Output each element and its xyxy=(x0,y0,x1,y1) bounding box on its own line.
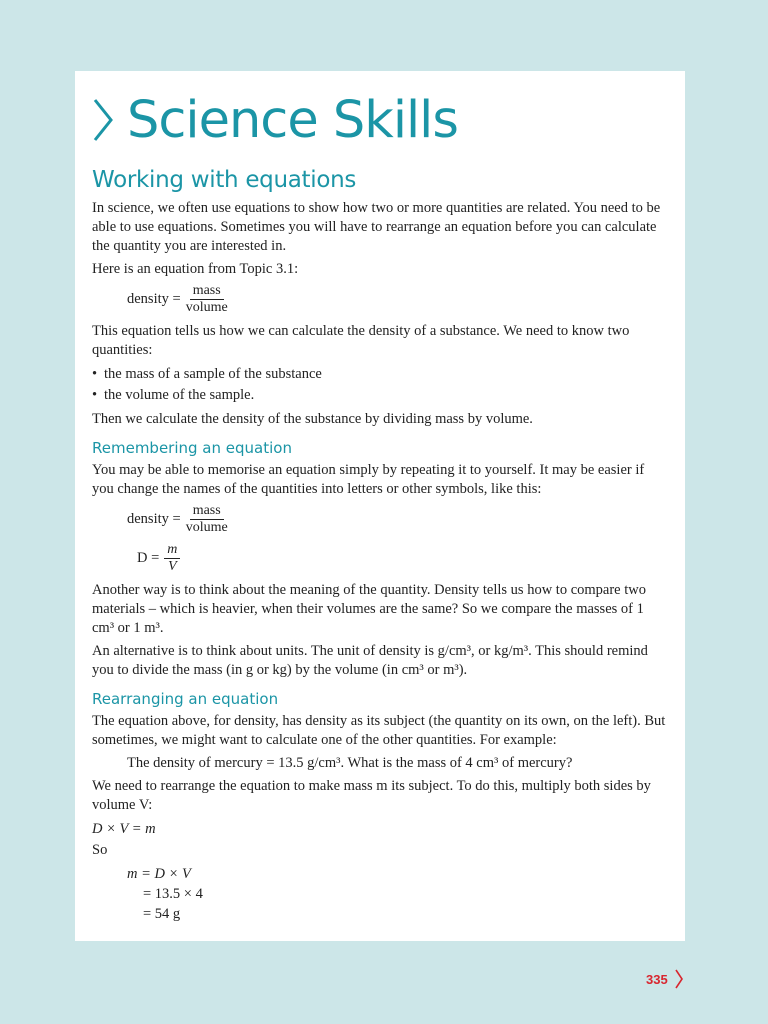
numerator: mass xyxy=(190,283,224,300)
fraction xyxy=(164,542,180,575)
numerator: m xyxy=(164,542,180,559)
equation-lhs: density = xyxy=(127,511,181,527)
page-header xyxy=(91,85,458,155)
intro-paragraph: In science, we often use equations to show how two or more quantities are related. You need to be able to use equations. Sometimes you will have to rearrange an equation before you can calculate the quantity you are interested in. xyxy=(92,200,661,254)
section-heading: Working with equations xyxy=(92,167,357,193)
density-equation xyxy=(127,283,669,316)
textbook-page xyxy=(75,71,685,941)
density-equation-symbols xyxy=(137,542,669,575)
rearranged-equation: D × V = m xyxy=(92,821,156,837)
list-item: • the volume of the sample. xyxy=(92,385,669,406)
equation-lhs: D = xyxy=(137,550,160,566)
fraction xyxy=(186,503,228,536)
chevron-right-icon xyxy=(674,968,684,990)
page-number xyxy=(646,968,684,990)
calculation-step: = 54 g xyxy=(143,906,181,922)
remembering-paragraph-2: Another way is to think about the meaning of the quantity. Density tells us how to compare two materials – which is heavier, when their volumes are the same? So we compare the masses of 1 cm³ or 1 m³. xyxy=(92,582,646,636)
denominator: volume xyxy=(185,520,228,535)
remembering-paragraph-1: You may be able to memorise an equation simply by repeating it to yourself. It may be easier if you change the names of the quantities into letters or other symbols, like this: xyxy=(92,462,645,497)
bullet-mark: • xyxy=(92,366,98,382)
conclusion-paragraph: Then we calculate the density of the substance by dividing mass by volume. xyxy=(92,411,533,427)
equation-lhs: density = xyxy=(127,291,181,307)
numerator: mass xyxy=(190,503,224,520)
so-label: So xyxy=(92,842,108,858)
density-equation-words xyxy=(127,503,669,536)
page-number-label: 335 xyxy=(646,971,668,987)
rearranging-heading: Rearranging an equation xyxy=(92,690,279,708)
calculation-step: = 13.5 × 4 xyxy=(143,886,203,902)
calculation xyxy=(127,864,669,924)
topic-reference: Here is an equation from Topic 3.1: xyxy=(92,261,299,277)
page-title: Science Skills xyxy=(127,90,458,150)
quantity-list xyxy=(92,364,669,406)
page-content xyxy=(92,167,669,924)
bullet-mark: • xyxy=(92,387,98,403)
mercury-example: The density of mercury = 13.5 g/cm³. What is the mass of 4 cm³ of mercury? xyxy=(127,755,573,771)
chevron-right-icon xyxy=(91,96,115,144)
rearranging-paragraph-1: The equation above, for density, has density as its subject (the quantity on its own, on the left). But sometimes, we might want to calculate one of the other quantities. For example: xyxy=(92,713,666,748)
denominator: V xyxy=(168,559,177,574)
list-item: • the mass of a sample of the substance xyxy=(92,364,669,385)
explain-paragraph: This equation tells us how we can calculate the density of a substance. We need to know two quantities: xyxy=(92,323,630,358)
remembering-heading: Remembering an equation xyxy=(92,439,292,457)
denominator: volume xyxy=(185,300,228,315)
remembering-paragraph-3: An alternative is to think about units. The unit of density is g/cm³, or kg/m³. This should remind you to divide the mass (in g or kg) by the volume (in cm³ or m³). xyxy=(92,643,648,678)
rearranging-paragraph-2: We need to rearrange the equation to make mass m its subject. To do this, multiply both sides by volume V: xyxy=(92,778,651,813)
calculation-step: m = D × V xyxy=(127,866,191,882)
fraction xyxy=(186,283,228,316)
